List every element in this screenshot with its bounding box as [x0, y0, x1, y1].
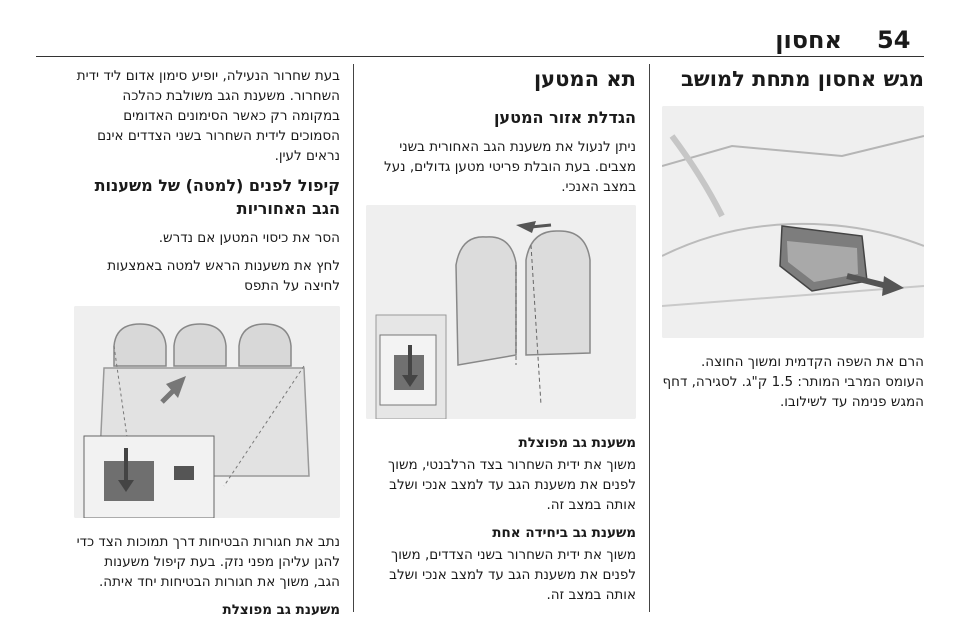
page-header: [0, 0, 960, 60]
headrest-illustration: [74, 306, 340, 518]
chapter-title: אחסון: [775, 26, 842, 54]
route-belts-text: נתב את חגורות הבטיחות דרך תמוכות הצד כדי להגן עליהן מפני נזק. בעת קיפול משענות הגב, משוך את חגורות הבטיחות יחד איתה.: [76, 534, 340, 590]
section-title-underseat-tray: מגש אחסון מתחת למושב: [681, 67, 924, 91]
enlarge-text: ניתן לנעול את משענת הגב האחורית בשני מצבים. בעת הובלת פריטי מטען גדולים, נעל במצב האנכי.: [384, 139, 636, 195]
tray-illustration: [662, 106, 924, 338]
sub1-title: משענת גב מפוצלת: [518, 435, 636, 451]
sub2-text: משוך את ידית השחרור בשני הצדדים, משוך לפנים את משענת הגב עד למצב אנכי ושלב אותה במצב זה.: [389, 547, 636, 603]
red-marker-text: בעת שחרור הנעילה, יופיע סימון אדום ליד ידית השחרור. משענת הגב משולבת כהלכה במקומה רק כאשר הסימונים האדומים הסמוכים לידית השחרור בשני הצדדים אינם נראים לעין.: [76, 68, 340, 164]
figure-underseat-tray: [662, 106, 924, 338]
column-folding: [74, 66, 340, 622]
remove-cover-text: הסר את כיסוי המטען אם נדרש.: [158, 230, 340, 246]
page-number: 54: [877, 26, 911, 54]
seat-lock-illustration: [366, 205, 636, 419]
folding-heading: קיפול לפנים (למטה) של משענות הגב האחוריות: [94, 176, 340, 218]
split-seatback-title: משענת גב מפוצלת: [222, 602, 340, 618]
figure-seat-lock: [366, 205, 636, 419]
column-underseat-tray: [662, 64, 924, 420]
underseat-tray-text: הרם את השפה הקדמית ומשוך החוצה. העומס המרבי המותר: 1.5 ק"ג. לסגירה, דחף המגש פנימה עד לשילובו.: [662, 354, 924, 410]
header-rule: [36, 56, 924, 57]
column-divider-left: [353, 64, 354, 612]
press-headrests-text: לחץ את משענות הראש למטה באמצעות לחיצה על התפס: [107, 258, 340, 294]
figure-headrest-fold: [74, 306, 340, 518]
sub2-title: משענת גב ביחידה אחת: [492, 525, 636, 541]
section-title-load-compartment: תא המטען: [533, 67, 636, 91]
sub1-text: משוך את ידית השחרור בצד הרלבנטי, משוך לפנים את משענת הגב עד למצב אנכי ושלב אותה במצב זה.: [388, 457, 636, 513]
subsection-title-enlarge: הגדלת אזור המטען: [493, 108, 636, 127]
column-divider-right: [649, 64, 650, 612]
column-load-compartment: [366, 64, 636, 613]
